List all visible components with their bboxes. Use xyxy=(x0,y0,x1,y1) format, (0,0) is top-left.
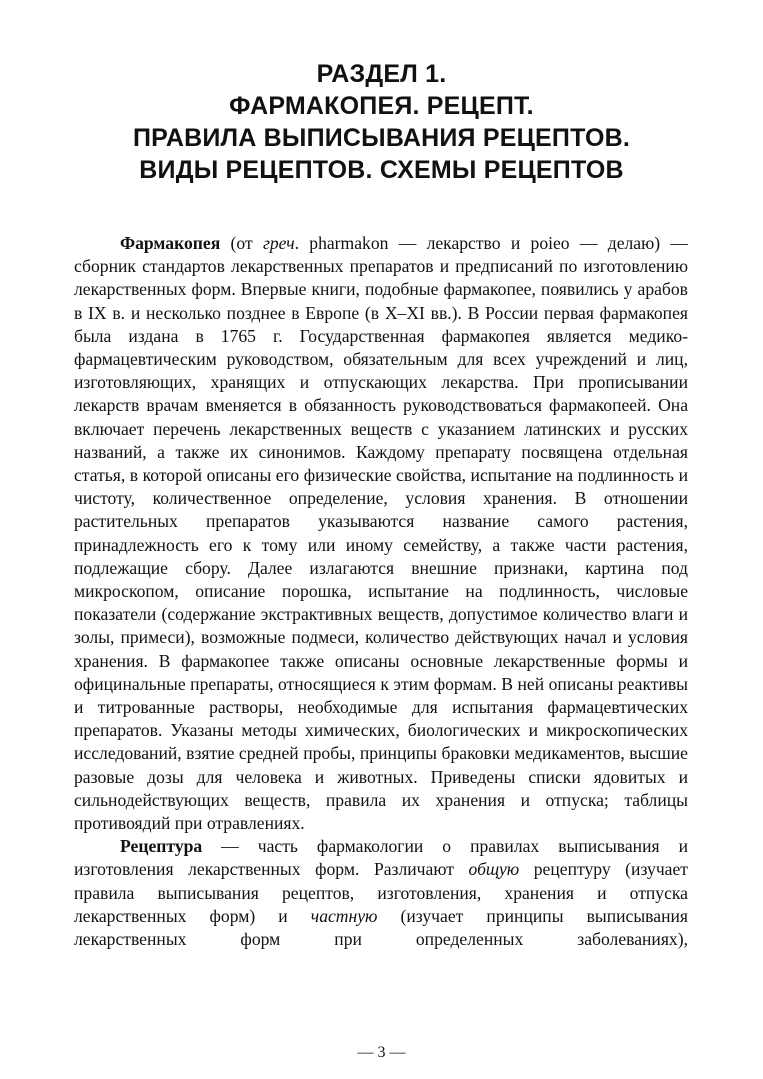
page-number: — 3 — xyxy=(357,1044,406,1061)
term-prescription: Рецептура xyxy=(120,836,203,857)
heading-line-rules: ПРАВИЛА ВЫПИСЫВАНИЯ РЕЦЕПТОВ. xyxy=(132,124,630,152)
paragraph-text: (от xyxy=(220,233,263,253)
paragraph-pharmacopoeia xyxy=(74,232,688,835)
heading-line-section: РАЗДЕЛ 1. xyxy=(316,60,447,88)
paragraph-text: рецептуру (изучает правила выписывания рецептов, изготовления, хранения и отпуска лекарственных форм) и xyxy=(74,859,688,926)
paragraph-text: — часть фармакологии о правилах выписывания и изготовления лекарственных форм. Различают xyxy=(74,836,688,880)
heading-line-pharmacopoeia: ФАРМАКОПЕЯ. РЕЦЕПТ. xyxy=(229,92,534,120)
paragraph-prescription xyxy=(74,835,688,951)
paragraph-text: (изучает принципы выписывания лекарственных форм при определенных заболеваниях), xyxy=(74,905,688,950)
paragraph-text: . pharmakon — лекарство и poieo — делаю) — сборник стандартов лекарственных препаратов и предписаний по изготовлению лекарственных форм. Впервые книги, подобные фармакопее, появились у арабов в IX в. и несколько позднее в Европе (в X–XI вв.). В России первая фармакопея была издана в 1765 г. Государственная фармакопея является медико-фармацевтическим руководством, обязательным для всех учреждений и лиц, изготовляющих, хранящих и отпускающих лекарства. При прописывании лекарств врачам вменяется в обязанность руководствоваться фармакопеей. Она включает перечень лекарственных веществ с указанием латинских и русских названий, а также их синонимов. Каждому препарату посвящена отдельная статья, в которой описаны его физические свойства, испытание на подлинность и чистоту, количественное определение, условия хранения. В отношении растительных препаратов указываются название самого растения, принадлежность его к тому или иному семейству, а также части растения, подлежащие сбору. Далее излагаются внешние признаки, картина под микроскопом, описание порошка, испытание на подлинность, числовые показатели (содержание экстрактивных веществ, допустимое количество влаги и золы, примеси), возможные подмеси, количество действующих начал и условия хранения. В фармакопее также описаны основные лекарственные формы и официнальные препараты, относящиеся к этим формам. В ней описаны реактивы и титрованные растворы, необходимые для испытания фармацевтических препаратов. Указаны методы химических, биологических и микроскопических исследований, взятие средней пробы, принципы браковки медикаментов, высшие разовые дозы для человека и животных. Приведены списки ядовитых и сильнодействующих веществ, правила их хранения и отпуска; таблицы противоядий при отравлениях. xyxy=(74,233,688,834)
term-pharmacopoeia: Фармакопея xyxy=(120,233,221,253)
term-particular: частную xyxy=(310,905,378,926)
section-heading xyxy=(40,58,723,186)
heading-line-types: ВИДЫ РЕЦЕПТОВ. СХЕМЫ РЕЦЕПТОВ xyxy=(139,156,624,184)
greek-abbreviation: греч xyxy=(262,233,295,253)
body-text xyxy=(74,232,688,951)
term-general: общую xyxy=(468,859,520,880)
